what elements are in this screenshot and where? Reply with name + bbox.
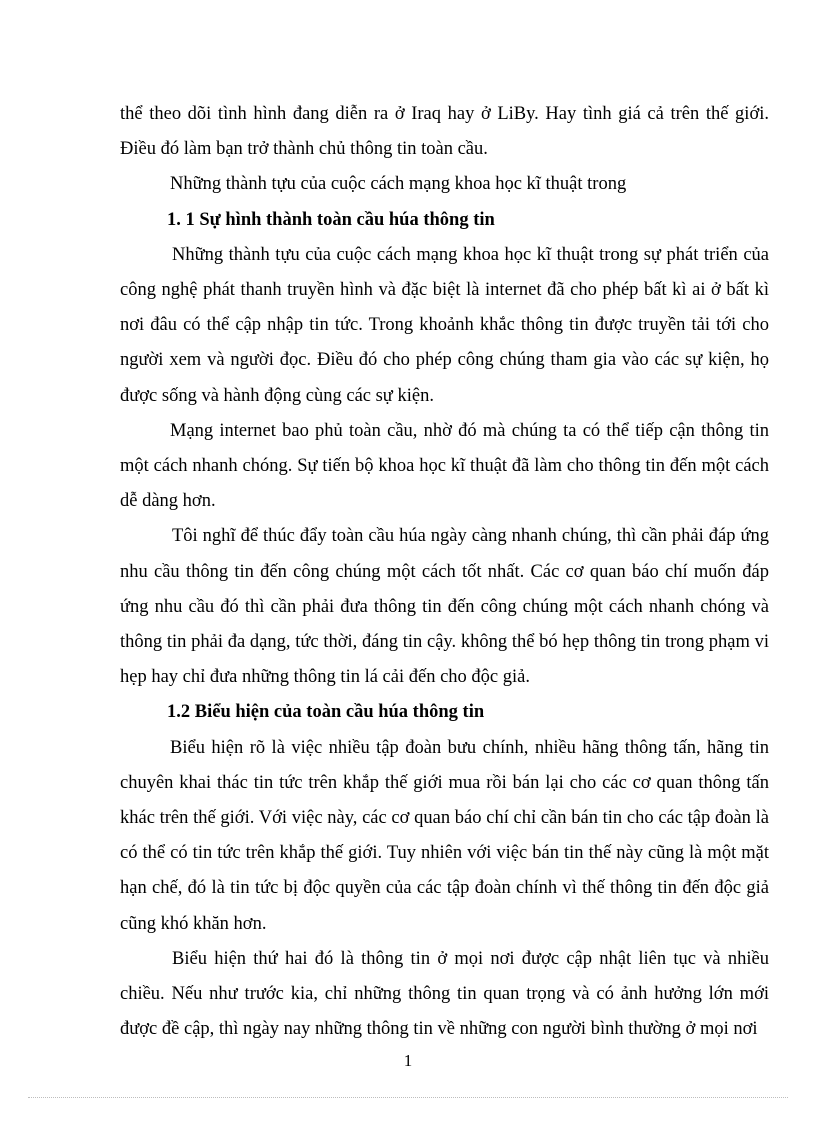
paragraph: Biểu hiện thứ hai đó là thông tin ở mọi nơi được cập nhật liên tục và nhiều chiều. Nếu như trước kia, chỉ những thông tin quan trọng và có ảnh hưởng lớn mới được đề cập, thì ngày nay những thông tin về những con người bình thường ở mọi nơi bbox=[120, 948, 769, 1040]
section-heading: 1.2 Biểu hiện của toàn cầu húa thông tin bbox=[167, 702, 485, 723]
paragraph: Tôi nghĩ để thúc đẩy toàn cầu húa ngày càng nhanh chúng, thì cần phải đáp ứng nhu cầu thông tin đến công chúng một cách tốt nhất. Các cơ quan báo chí muốn đáp ứng nhu cầu đó thì cần phải đưa thông tin đến công chúng một cách nhanh chóng và thông tin phải đa dạng, tức thời, đáng tin cậy. không thể bó hẹp thông tin trong phạm vi hẹp hay chỉ đưa những thông tin lá cải đến cho độc giả. bbox=[120, 526, 769, 688]
footer-divider bbox=[28, 1097, 788, 1098]
paragraph: Biểu hiện rõ là việc nhiều tập đoàn bưu chính, nhiều hãng thông tấn, hãng tin chuyên khai thác tin tức trên khắp thế giới mua rồi bán lại cho các cơ quan thông tấn khác trên thế giới. Với việc này, các cơ quan báo chí chỉ cần bán tin cho các tập đoàn là có thể có tin tức trên khắp thế giới. Tuy nhiên với việc bán tin thế này cũng là một mặt hạn chế, đó là tin tức bị độc quyền của các tập đoàn chính vì thế thông tin đến độc giả cũng khó khăn hơn. bbox=[120, 737, 769, 934]
paragraph: thể theo dõi tình hình đang diễn ra ở Iraq hay ở LiBy. Hay tình giá cả trên thế giới. Điều đó làm bạn trở thành chủ thông tin toàn cầu. bbox=[120, 104, 769, 160]
document-body bbox=[120, 97, 769, 1047]
paragraph: Mạng internet bao phủ toàn cầu, nhờ đó mà chúng ta có thể tiếp cận thông tin một cách nhanh chóng. Sự tiến bộ khoa học kĩ thuật đã làm cho thông tin đến một cách dễ dàng hơn. bbox=[120, 420, 769, 512]
paragraph: Những thành tựu của cuộc cách mạng khoa học kĩ thuật trong sự phát triển của công nghệ phát thanh truyền hình và đặc biệt là internet đã cho phép bất kì ai ở bất kì nơi đâu có thể cập nhập tin tức. Trong khoảnh khắc thông tin được truyền tải tới cho người xem và người đọc. Điều đó cho phép công chúng tham gia vào các sự kiện, họ được sống và hành động cùng các sự kiện. bbox=[120, 244, 769, 406]
paragraph: Những thành tựu của cuộc cách mạng khoa học kĩ thuật trong bbox=[170, 174, 627, 195]
section-heading: 1. 1 Sự hình thành toàn cầu húa thông tin bbox=[167, 209, 495, 230]
page-number: 1 bbox=[403, 1051, 413, 1070]
